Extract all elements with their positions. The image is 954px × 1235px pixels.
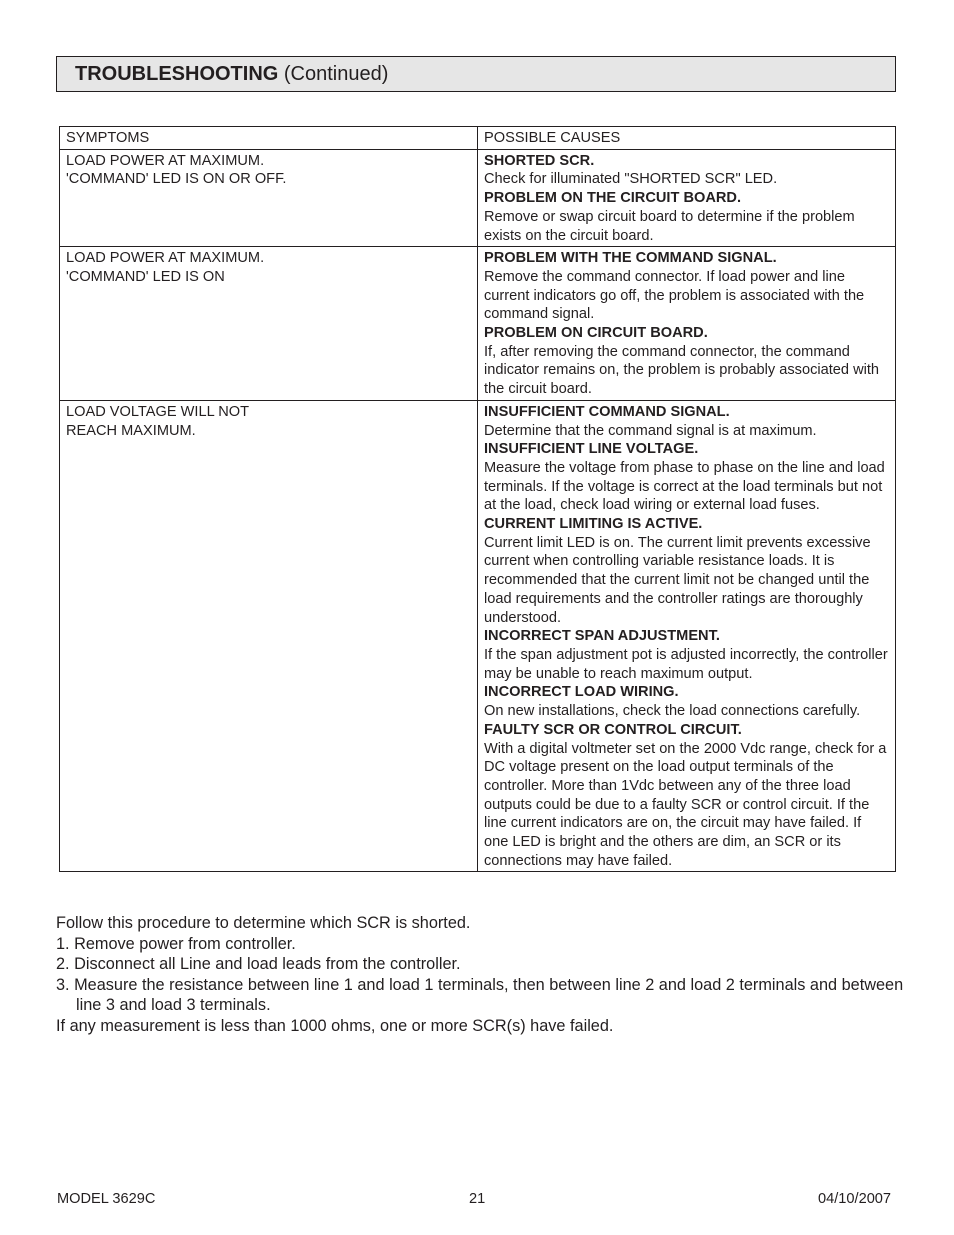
table-row: [60, 149, 896, 247]
procedure-step: 2. Disconnect all Line and load leads from the controller.: [56, 955, 461, 974]
cause-title: PROBLEM WITH THE COMMAND SIGNAL.: [484, 250, 777, 267]
table-row: [60, 400, 896, 872]
cause-text: Remove the command connector. If load power and line current indicators go off, the problem is associated with the command signal.: [484, 268, 865, 323]
causes-cell: [478, 247, 896, 401]
cause-text: Measure the voltage from phase to phase on the line and load terminals. If the voltage is correct at the load terminals but not at the load, check load wiring or external load fuses.: [484, 459, 885, 514]
footer-date: 04/10/2007: [818, 1191, 892, 1207]
cause-title: SHORTED SCR.: [484, 152, 595, 169]
symptom-line: LOAD VOLTAGE WILL NOT: [66, 403, 249, 420]
causes-cell: [478, 149, 896, 247]
cause-text: On new installations, check the load connections carefully.: [484, 703, 861, 720]
cause-title: PROBLEM ON CIRCUIT BOARD.: [484, 325, 708, 342]
troubleshooting-table: [59, 126, 896, 872]
symptoms-cell: [60, 247, 478, 401]
column-header-symptoms: SYMPTOMS: [60, 127, 478, 150]
procedure-step: 3. Measure the resistance between line 1 and load 1 terminals, then between line 2 and load 2 terminals and between line 3 and load 3 terminals.: [56, 975, 904, 1015]
table-row: [60, 247, 896, 401]
cause-title: INCORRECT LOAD WIRING.: [484, 684, 679, 701]
table-header-row: [60, 127, 896, 150]
symptom-line: LOAD POWER AT MAXIMUM.: [66, 152, 265, 169]
cause-text: If, after removing the command connector, the command indicator remains on, the problem is probably associated with the circuit board.: [484, 343, 880, 398]
cause-text: Check for illuminated "SHORTED SCR" LED.: [484, 171, 778, 188]
cause-text: Remove or swap circuit board to determine if the problem exists on the circuit board.: [484, 208, 855, 244]
cause-text: With a digital voltmeter set on the 2000 Vdc range, check for a DC voltage present on the load output terminals of the controller. More than 1Vdc between any of the three load outputs could be due to a faulty SCR or control circuit. If the line current indicators are on, the circuit may have failed. If one LED is bright and the others are dim, an SCR or its connections may have failed.: [484, 740, 887, 869]
page-title: [75, 63, 388, 85]
cause-text: Determine that the command signal is at maximum.: [484, 422, 817, 439]
column-header-causes: POSSIBLE CAUSES: [478, 127, 896, 150]
symptoms-cell: [60, 149, 478, 247]
cause-text: If the span adjustment pot is adjusted incorrectly, the controller may be unable to reach maximum output.: [484, 646, 888, 682]
symptoms-cell: [60, 400, 478, 872]
symptom-line: LOAD POWER AT MAXIMUM.: [66, 250, 265, 267]
procedure-step: 1. Remove power from controller.: [56, 934, 296, 953]
cause-title: INCORRECT SPAN ADJUSTMENT.: [484, 628, 720, 645]
causes-cell: [478, 400, 896, 872]
cause-title: CURRENT LIMITING IS ACTIVE.: [484, 516, 703, 533]
section-header: [56, 56, 896, 92]
procedure-intro: Follow this procedure to determine which SCR is shorted.: [56, 914, 471, 932]
symptom-line: 'COMMAND' LED IS ON: [66, 268, 225, 285]
scr-test-procedure: [56, 913, 906, 1037]
footer-page-number: 21: [469, 1191, 486, 1207]
symptom-line: REACH MAXIMUM.: [66, 422, 196, 439]
cause-title: INSUFFICIENT COMMAND SIGNAL.: [484, 403, 730, 420]
procedure-conclusion: If any measurement is less than 1000 ohms, one or more SCR(s) have failed.: [56, 1016, 614, 1035]
cause-title: INSUFFICIENT LINE VOLTAGE.: [484, 441, 699, 458]
cause-title: PROBLEM ON THE CIRCUIT BOARD.: [484, 190, 742, 207]
footer-model: MODEL 3629C: [57, 1191, 156, 1207]
cause-text: Current limit LED is on. The current limit prevents excessive current when controlling variable resistance loads. It is recommended that the current limit not be changed until the load requirements and the controller ratings are thoroughly understood.: [484, 534, 871, 626]
title-continued: (Continued): [278, 63, 389, 85]
cause-title: FAULTY SCR OR CONTROL CIRCUIT.: [484, 721, 742, 738]
title-bold: TROUBLESHOOTING: [75, 63, 279, 85]
symptom-line: 'COMMAND' LED IS ON OR OFF.: [66, 171, 287, 188]
